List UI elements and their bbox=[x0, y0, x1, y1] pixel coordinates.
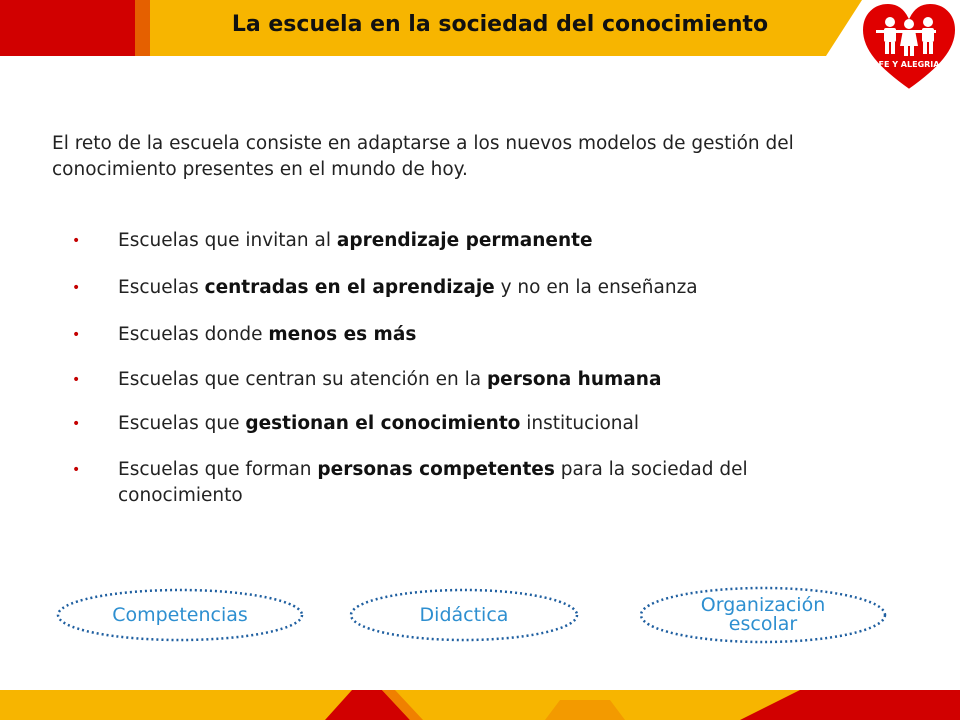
organizacion-escolar-label: Organización escolar bbox=[700, 594, 826, 635]
page-title: La escuela en la sociedad del conocimiento bbox=[231, 12, 769, 37]
didactica-button[interactable] bbox=[348, 587, 580, 643]
intro-paragraph: El reto de la escuela consiste en adaptarse a los nuevos modelos de gestión del conocimiento presentes en el mundo de hoy. bbox=[52, 133, 794, 180]
logo-text: FE Y ALEGRIA bbox=[878, 60, 940, 69]
competencias-label: Competencias bbox=[112, 603, 248, 626]
bullet-icon: • bbox=[72, 462, 81, 478]
organizacion-escolar-button[interactable] bbox=[638, 585, 888, 645]
list-item: • Escuelas que forman personas competentes para la sociedad del conocimiento bbox=[72, 459, 748, 506]
footer-band bbox=[0, 690, 960, 720]
bullet-icon: • bbox=[72, 280, 81, 296]
fe-y-alegria-logo bbox=[858, 0, 960, 96]
footer-band-shape bbox=[0, 690, 960, 720]
list-item: • Escuelas que centran su atención en la persona humana bbox=[72, 367, 661, 393]
competencias-button[interactable] bbox=[55, 587, 305, 643]
bullet-icon: • bbox=[72, 233, 81, 249]
bullet-icon: • bbox=[72, 327, 81, 343]
bullet-icon: • bbox=[72, 416, 81, 432]
list-item: • Escuelas que invitan al aprendizaje permanente bbox=[72, 228, 593, 254]
list-item: • Escuelas centradas en el aprendizaje y no en la enseñanza bbox=[72, 275, 698, 301]
list-item: • Escuelas donde menos es más bbox=[72, 322, 416, 348]
list-item: • Escuelas que gestionan el conocimiento institucional bbox=[72, 411, 639, 437]
didactica-label: Didáctica bbox=[419, 603, 509, 626]
bullet-icon: • bbox=[72, 372, 81, 388]
